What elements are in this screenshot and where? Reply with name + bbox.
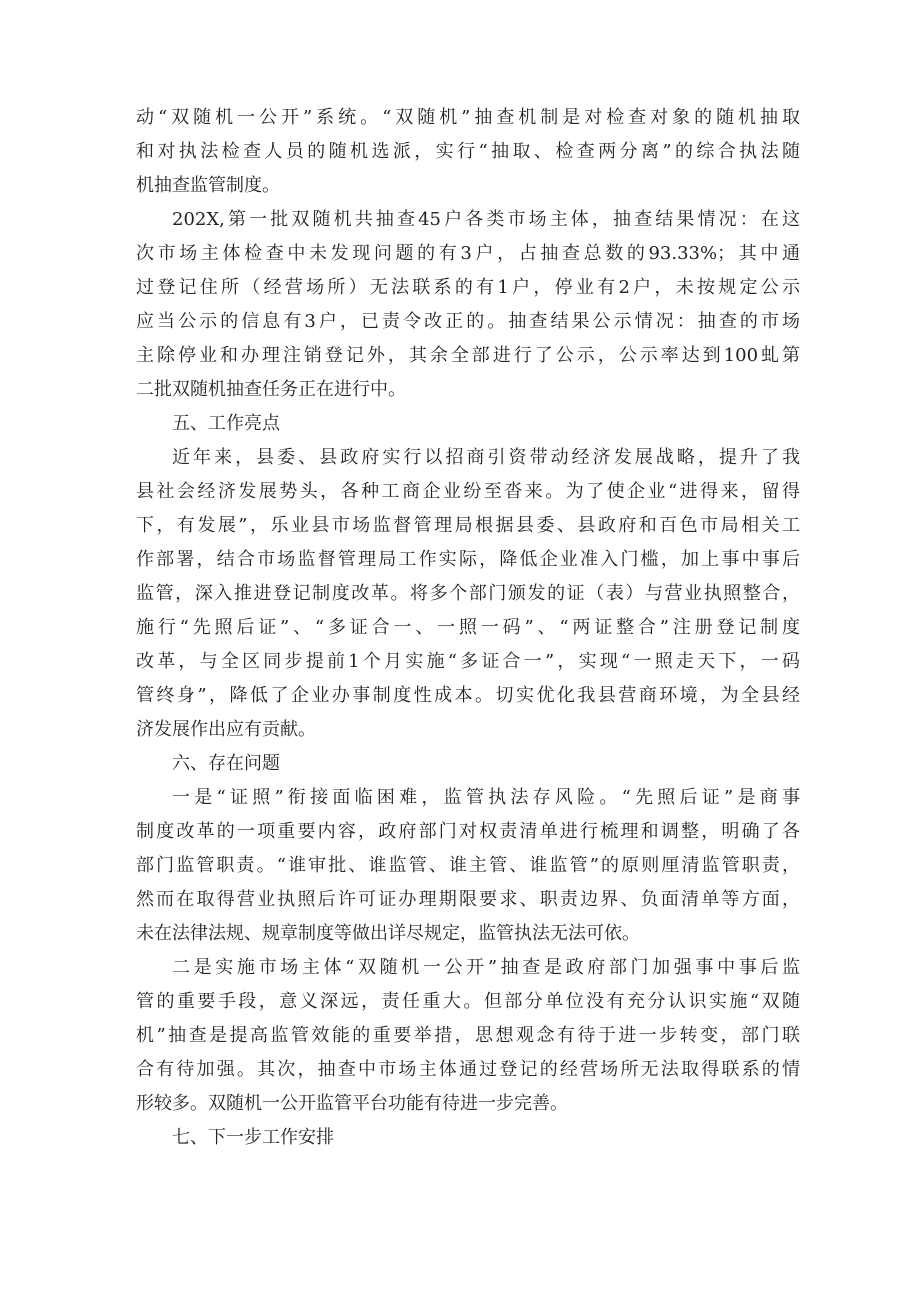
text-line: 合有待加强。其次，抽查中市场主体通过登记的经营场所无法取得联系的情 xyxy=(136,1059,800,1080)
text-line: 七、下一步工作安排 xyxy=(172,1127,334,1148)
text-line: 一是“证照”衔接面临困难，监管执法存风险。“先照后证”是商事 xyxy=(172,787,800,808)
text-line: 下，有发展”，乐业县市场监督管理局根据县委、县政府和百色市局相关工 xyxy=(136,515,800,536)
text-line: 改革，与全区同步提前1个月实施“多证合一”，实现“一照走天下，一码 xyxy=(136,651,800,672)
text-line: 形较多。双随机一公开监管平台功能有待进一步完善。 xyxy=(136,1093,568,1114)
text-line: 未在法律法规、规章制度等做出详尽规定，监管执法无法可依。 xyxy=(136,923,640,944)
text-line: 机”抽查是提高监管效能的重要举措，思想观念有待于进一步转变，部门联 xyxy=(136,1025,800,1046)
text-line: 二是实施市场主体“双随机一公开”抽查是政府部门加强事中事后监 xyxy=(172,957,800,978)
text-line: 然而在取得营业执照后许可证办理期限要求、职责边界、负面清单等方面， xyxy=(136,889,800,910)
text-line: 五、工作亮点 xyxy=(172,413,280,434)
text-line: 和对执法检查人员的随机选派，实行“抽取、检查两分离”的综合执法随 xyxy=(136,141,800,162)
text-line: 管的重要手段，意义深远，责任重大。但部分单位没有充分认识实施“双随 xyxy=(136,991,800,1012)
document-page xyxy=(136,101,800,1155)
text-line: 县社会经济发展势头，各种工商企业纷至沓来。为了使企业“进得来，留得 xyxy=(136,481,800,502)
text-line: 202X,第一批双随机共抽查45户各类市场主体，抽查结果情况：在这 xyxy=(172,209,800,230)
text-line: 二批双随机抽查任务正在进行中。 xyxy=(136,379,406,400)
text-line: 主除停业和办理注销登记外，其余全部进行了公示，公示率达到100虬第 xyxy=(136,345,800,366)
text-line: 作部署，结合市场监督管理局工作实际，降低企业准入门槛，加上事中事后 xyxy=(136,549,800,570)
text-line: 监管，深入推进登记制度改革。将多个部门颁发的证（表）与营业执照整合， xyxy=(136,583,800,604)
text-line: 六、存在问题 xyxy=(172,753,280,774)
text-line: 制度改革的一项重要内容，政府部门对权责清单进行梳理和调整，明确了各 xyxy=(136,821,800,842)
text-line: 过登记住所（经营场所）无法联系的有1户，停业有2户，未按规定公示 xyxy=(136,277,800,298)
text-line: 管终身”，降低了企业办事制度性成本。切实优化我县营商环境，为全县经 xyxy=(136,685,800,706)
text-line: 施行“先照后证”、“多证合一、一照一码”、“两证整合”注册登记制度 xyxy=(136,617,800,638)
text-line: 近年来，县委、县政府实行以招商引资带动经济发展战略，提升了我 xyxy=(172,447,800,468)
text-line: 应当公示的信息有3户，已责令改正的。抽查结果公示情况：抽查的市场 xyxy=(136,311,800,332)
text-line: 部门监管职责。“谁审批、谁监管、谁主管、谁监管”的原则厘清监管职责， xyxy=(136,855,800,876)
text-line: 济发展作出应有贡献。 xyxy=(136,719,316,740)
text-line: 次市场主体检查中未发现问题的有3户，占抽查总数的93.33%；其中通 xyxy=(136,243,800,264)
text-line: 机抽查监管制度。 xyxy=(136,175,280,196)
text-line: 动“双随机一公开”系统。“双随机”抽查机制是对检查对象的随机抽取 xyxy=(136,107,800,128)
